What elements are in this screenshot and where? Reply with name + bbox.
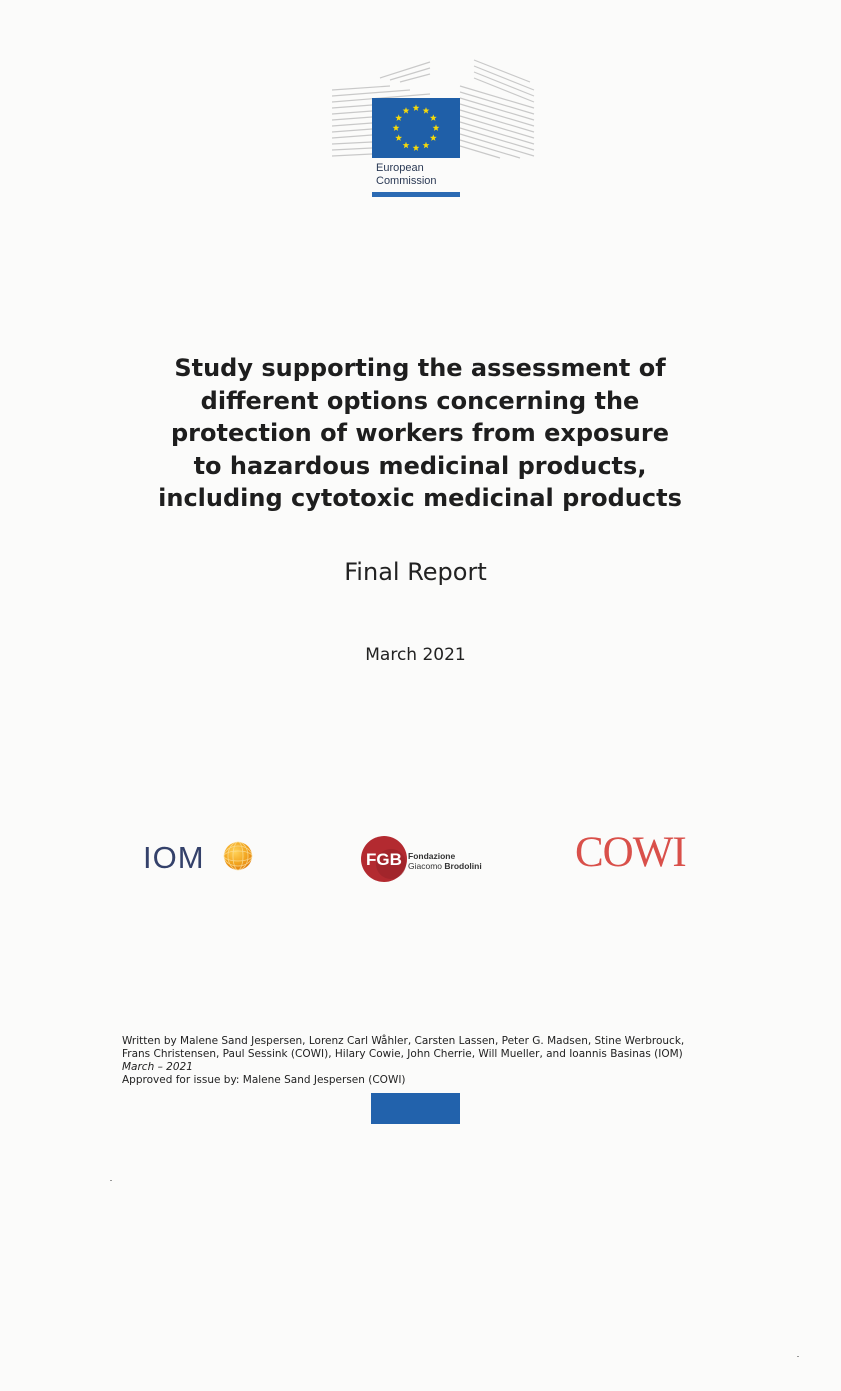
- credits-block: [122, 1035, 722, 1087]
- fgb-name-line2a: Giacomo: [408, 861, 443, 871]
- authors-line: Frans Christensen, Paul Sessink (COWI), Hilary Cowie, John Cherrie, Will Mueller, and Ioannis Basinas (IOM): [122, 1048, 683, 1060]
- fgb-wordmark: [408, 851, 482, 871]
- cowi-logo: COWI: [575, 829, 686, 876]
- eu-flag: [372, 98, 460, 158]
- title-line: including cytotoxic medicinal products: [158, 484, 682, 512]
- fgb-name-line1: Fondazione: [408, 851, 456, 861]
- eu-star-icon: [430, 114, 437, 121]
- eu-star-icon: [433, 124, 440, 131]
- iom-sphere-icon: [222, 840, 254, 872]
- european-commission-logo: [330, 56, 536, 200]
- title-line: protection of workers from exposure: [171, 419, 669, 447]
- ec-wordmark: [376, 162, 437, 188]
- fgb-name-line2b: Brodolini: [444, 861, 482, 871]
- eu-star-icon: [413, 144, 420, 151]
- eu-star-icon: [430, 134, 437, 141]
- credits-date: March – 2021: [122, 1061, 193, 1073]
- report-title: [90, 352, 750, 515]
- eu-stars-icon: [372, 98, 460, 158]
- ec-footer-bar: [371, 1093, 460, 1124]
- eu-star-icon: [395, 134, 402, 141]
- report-date: March 2021: [365, 645, 466, 665]
- title-line: Study supporting the assessment of: [174, 354, 666, 382]
- iom-wordmark: IOM: [143, 840, 205, 875]
- eu-star-icon: [413, 104, 420, 111]
- approval-line: Approved for issue by: Malene Sand Jespersen (COWI): [122, 1074, 406, 1086]
- ec-underline-bar: [372, 192, 460, 197]
- fgb-mark-icon: [360, 834, 408, 884]
- report-subtitle: Final Report: [344, 558, 487, 586]
- title-line: different options concerning the: [200, 386, 640, 415]
- fgb-logo: [360, 834, 500, 884]
- fgb-mark-text: FGB: [366, 850, 402, 869]
- ec-wordmark-line2: Commission: [376, 175, 437, 187]
- scan-speck: [797, 1356, 799, 1357]
- eu-star-icon: [403, 142, 410, 149]
- scan-speck: [110, 1180, 112, 1181]
- eu-star-icon: [423, 107, 430, 114]
- title-line: to hazardous medicinal products,: [193, 451, 647, 480]
- eu-star-icon: [423, 142, 430, 149]
- ec-wordmark-line1: European: [376, 162, 424, 174]
- eu-star-icon: [393, 124, 400, 131]
- authors-line: Written by Malene Sand Jespersen, Lorenz Carl Wåhler, Carsten Lassen, Peter G. Madsen, Stine Werbrouck,: [122, 1035, 685, 1047]
- eu-star-icon: [403, 107, 410, 114]
- eu-star-icon: [395, 114, 402, 121]
